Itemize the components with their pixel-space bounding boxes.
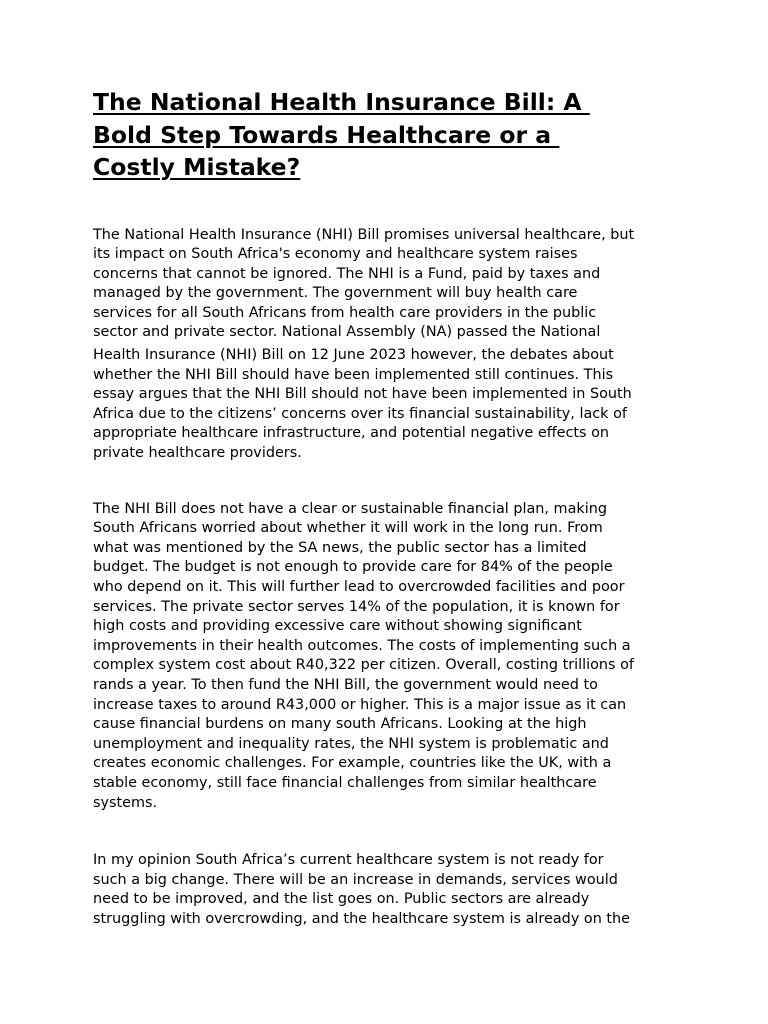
text-line: managed by the government. The government will buy health care: [93, 285, 578, 302]
paragraph-healthcare-readiness: [93, 851, 683, 929]
text-line: systems.: [93, 794, 158, 811]
text-line: increase taxes to around R43,000 or higher. This is a major issue as it can: [93, 696, 627, 713]
text-line: services for all South Africans from health care providers in the public: [93, 304, 597, 321]
text-line: Health Insurance (NHI) Bill on 12 June 2023 however, the debates about: [93, 347, 614, 364]
text-line: private healthcare providers.: [93, 445, 302, 462]
text-line: essay argues that the NHI Bill should not have been implemented in South: [93, 386, 632, 403]
paragraph-financial-sustainability: [93, 500, 683, 814]
text-line: high costs and providing excessive care without showing significant: [93, 618, 582, 635]
document-title: [93, 86, 683, 184]
text-line: rands a year. To then fund the NHI Bill, the government would need to: [93, 676, 598, 693]
text-line: Africa due to the citizens’ concerns over its financial sustainability, lack of: [93, 405, 627, 422]
text-line: complex system cost about R40,322 per citizen. Overall, costing trillions of: [93, 657, 634, 674]
paragraph-introduction: [93, 226, 683, 464]
text-line: struggling with overcrowding, and the healthcare system is already on the: [93, 910, 631, 927]
text-line: In my opinion South Africa’s current healthcare system is not ready for: [93, 852, 604, 869]
text-line: whether the NHI Bill should have been implemented still continues. This: [93, 366, 614, 383]
text-line: creates economic challenges. For example, countries like the UK, with a: [93, 755, 612, 772]
text-line: services. The private sector serves 14% of the population, it is known for: [93, 598, 620, 615]
title-line: Bold Step Towards Healthcare or a: [93, 120, 560, 149]
text-line: unemployment and inequality rates, the NHI system is problematic and: [93, 735, 609, 752]
text-line: budget. The budget is not enough to provide care for 84% of the people: [93, 559, 613, 576]
text-line: The National Health Insurance (NHI) Bill promises universal healthcare, but: [93, 226, 635, 243]
text-line: such a big change. There will be an increase in demands, services would: [93, 871, 618, 888]
text-line: concerns that cannot be ignored. The NHI is a Fund, paid by taxes and: [93, 265, 601, 282]
title-line: Costly Mistake?: [93, 153, 301, 181]
text-line: cause financial burdens on many south Africans. Looking at the high: [93, 716, 587, 733]
text-line: its impact on South Africa's economy and healthcare system raises: [93, 246, 578, 263]
text-line: improvements in their health outcomes. The costs of implementing such a: [93, 637, 631, 654]
text-line: need to be improved, and the list goes on. Public sectors are already: [93, 891, 590, 908]
title-line: The National Health Insurance Bill: A: [93, 88, 590, 116]
text-line: stable economy, still face financial challenges from similar healthcare: [93, 774, 597, 791]
text-line: The NHI Bill does not have a clear or sustainable financial plan, making: [93, 500, 607, 517]
text-line: appropriate healthcare infrastructure, and potential negative effects on: [93, 425, 610, 442]
text-line: South Africans worried about whether it will work in the long run. From: [93, 520, 603, 537]
text-line: sector and private sector. National Assembly (NA) passed the National: [93, 324, 601, 341]
document-page: [93, 86, 683, 930]
text-line: what was mentioned by the SA news, the public sector has a limited: [93, 539, 587, 556]
text-line: who depend on it. This will further lead to overcrowded facilities and poor: [93, 579, 625, 595]
